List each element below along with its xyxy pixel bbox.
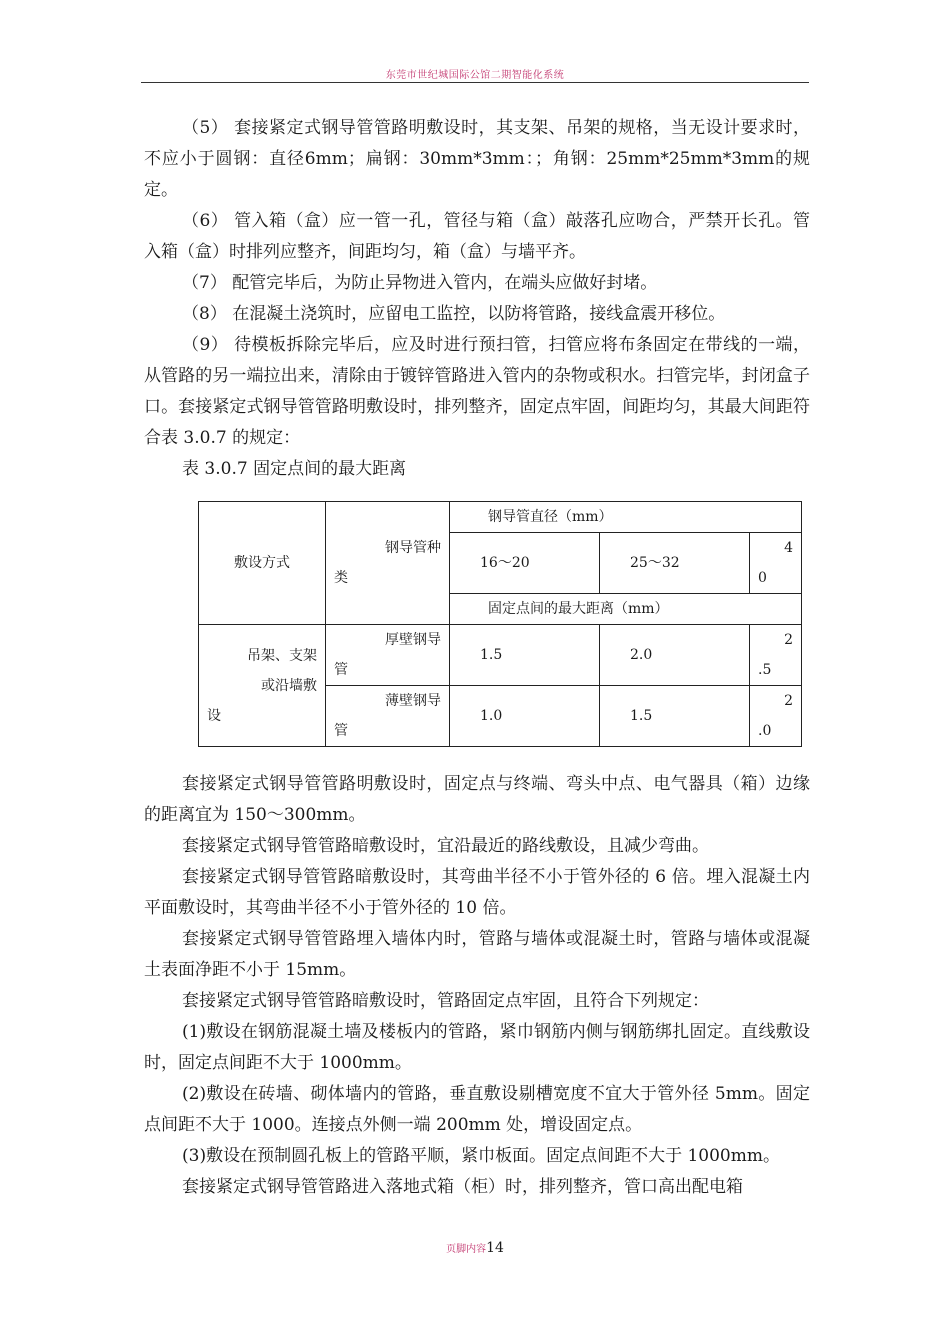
paragraph-5: （5） 套接紧定式钢导管管路明敷设时，其支架、吊架的规格，当无设计要求时，不应小于圆钢：直径6mm；扁钢：30mm*3mm：；角钢：25mm*25mm*3mm的规定。 — [144, 118, 810, 200]
diameter-16-20: 16～20 — [450, 533, 600, 594]
page-number: 14 — [486, 1240, 504, 1256]
header-kind: 钢导管种 类 — [326, 502, 450, 625]
header-distance: 固定点间的最大距离（mm） — [450, 594, 802, 625]
paragraph-concealed-route: 套接紧定式钢导管管路暗敷设时，宜沿最近的路线敷设，且减少弯曲。 — [182, 836, 709, 856]
table-caption: 表 3.0.7 固定点间的最大距离 — [182, 459, 407, 479]
rule-1: (1)敷设在钢筋混凝土墙及楼板内的管路，紧巾钢筋内侧与钢筋绑扎固定。直线敷设时，固定点间距不大于 1000mm。 — [144, 1022, 810, 1073]
page-header: 东莞市世纪城国际公馆二期智能化系统 — [385, 70, 565, 81]
paragraph-wall-embed: 套接紧定式钢导管管路埋入墙体内时，管路与墙体或混凝土时，管路与墙体或混凝土表面净距不小于 15mm。 — [144, 929, 810, 980]
cell-value: 2 .0 — [750, 686, 802, 747]
cell-value: 2.0 — [600, 625, 750, 686]
spacing-table — [198, 501, 802, 747]
header-method: 敷设方式 — [199, 502, 326, 625]
cell-kind-thin: 薄壁钢导 管 — [326, 686, 450, 747]
paragraph-cabinet-entry: 套接紧定式钢导管管路进入落地式箱（柜）时，排列整齐，管口高出配电箱 — [182, 1177, 743, 1197]
cell-kind-thick: 厚壁钢导 管 — [326, 625, 450, 686]
paragraph-fixing-rules: 套接紧定式钢导管管路暗敷设时，管路固定点牢固，且符合下列规定： — [182, 991, 709, 1011]
page-footer — [0, 1240, 950, 1256]
paragraph-8: （8） 在混凝土浇筑时，应留电工监控，以防将管路，接线盒震开移位。 — [182, 304, 726, 324]
cell-value: 2 .5 — [750, 625, 802, 686]
rule-2: (2)敷设在砖墙、砌体墙内的管路，垂直敷设剔槽宽度不宜大于管外径 5mm。固定点间距不大于 1000。连接点外侧一端 200mm 处，增设固定点。 — [144, 1084, 810, 1135]
paragraph-9: （9） 待模板拆除完毕后，应及时进行预扫管，扫管应将布条固定在带线的一端，从管路的另一端拉出来，清除由于镀锌管路进入管内的杂物或积水。扫管完毕，封闭盒子口。套接紧定式钢导管管路明敷设时，排列整齐，固定点牢固，间距均匀，其最大间距符合表 3.0.7 的规定： — [144, 335, 810, 448]
cell-value: 1.5 — [600, 686, 750, 747]
paragraph-bend-radius: 套接紧定式钢导管管路暗敷设时，其弯曲半径不小于管外径的 6 倍。埋入混凝土内平面敷设时，其弯曲半径不小于管外径的 10 倍。 — [144, 867, 810, 918]
table-header-row — [199, 502, 802, 533]
table-row — [199, 625, 802, 686]
paragraph-fixing-distance: 套接紧定式钢导管管路明敷设时，固定点与终端、弯头中点、电气器具（箱）边缘的距离宜为 150～300mm。 — [144, 774, 810, 825]
header-divider — [141, 82, 809, 83]
rule-3: (3)敷设在预制圆孔板上的管路平顺，紧巾板面。固定点间距不大于 1000mm。 — [182, 1146, 780, 1166]
paragraph-6: （6） 管入箱（盒）应一管一孔，管径与箱（盒）敲落孔应吻合，严禁开长孔。管入箱（盒）时排列应整齐，间距均匀，箱（盒）与墙平齐。 — [144, 211, 810, 262]
diameter-25-32: 25～32 — [600, 533, 750, 594]
footer-label: 页脚内容 — [446, 1244, 487, 1255]
cell-value: 1.5 — [450, 625, 600, 686]
cell-value: 1.0 — [450, 686, 600, 747]
header-diameter: 钢导管直径（mm） — [450, 502, 802, 533]
cell-method: 吊架、支架 或沿墙敷 设 — [199, 625, 326, 747]
document-body — [144, 113, 810, 1203]
paragraph-7: （7） 配管完毕后，为防止异物进入管内，在端头应做好封堵。 — [182, 273, 658, 293]
diameter-40: 4 0 — [750, 533, 802, 594]
